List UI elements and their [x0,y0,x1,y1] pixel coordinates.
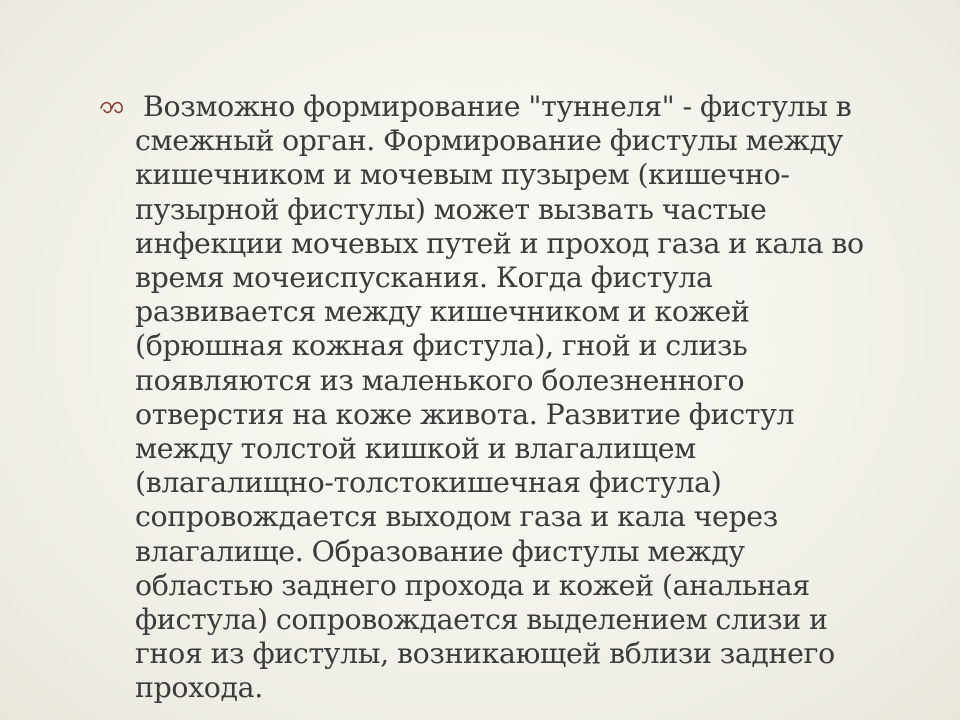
double-quote-curl-icon [98,99,128,117]
body-paragraph: Возможно формирование "туннеля" - фистулы в смежный орган. Формирование фистулы между кишечником и мочевым пузырем (кишечно-пузырной фистулы) может вызвать частые инфекции мочевых путей и проход газа и кала во время мочеиспускания. Когда фистула развивается между кишечником и кожей (брюшная кожная фистула), гной и слизь появляются из маленького болезненного отверстия на коже живота. Развитие фистул между толстой кишкой и влагалищем (влагалищно-толстокишечная фистула) сопровождается выходом газа и кала через влагалище. Образование фистулы между областью заднего прохода и кожей (анальная фистула) сопровождается выделением слизи и гноя из фистулы, возникающей вблизи заднего прохода. [135,90,864,705]
bullet-item [98,90,878,706]
